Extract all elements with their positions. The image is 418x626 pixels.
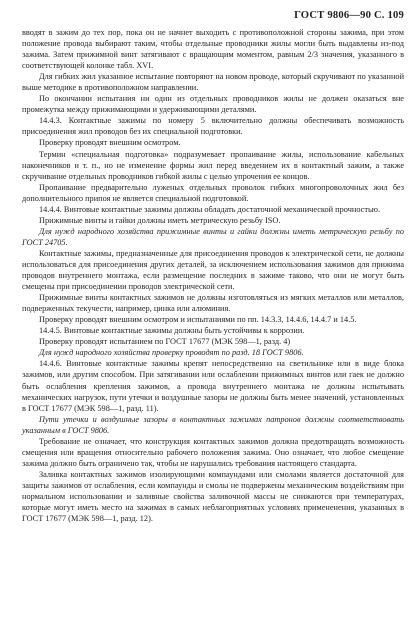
paragraph: 14.4.3. Контактные зажимы по номеру 5 включительно должны обеспечивать возможность присоединения жил проводов без их специальной подготовки. (22, 116, 404, 137)
paragraph: Для нужд народного хозяйства проверку проводят по разд. 18 ГОСТ 9806. (39, 348, 304, 358)
paragraph: Прижимные винты контактных зажимов не должны изготовляться из мягких металлов или металлов, подверженных текучести, например, цинка или алюминия. (22, 293, 404, 314)
paragraph: 14.4.4. Винтовые контактные зажимы должны обладать достаточной механической прочностью. (39, 204, 381, 214)
paragraph: По окончании испытания ни один из отдельных проводников жилы не должен оказаться вне промежутка между прижимающими и удерживающими деталями. (22, 94, 404, 115)
paragraph: Контактные зажимы, предназначенные для присоединения проводов к электрической сети, не должны использоваться для присоединения других деталей, за исключением использования зажимов для прижима проводов внутреннего монтажа, если размещение последних в зажиме таково, что они не могут быть смещены при присоединении проводов электрической сети. (22, 248, 404, 292)
paragraph: Пути утечки и воздушные зазоры в контактных зажимах патронов должны соответствовать указанным в ГОСТ 9806. (22, 414, 404, 435)
paragraph: 14.4.5. Винтовые контактные зажимы должны быть устойчивы к коррозии. (39, 326, 305, 336)
paragraph: Проверку проводят внешним осмотром и испытаниями по пп. 14.3.3, 14.4.6, 14.4.7 и 14.5. (39, 315, 357, 325)
paragraph: Термин «специальная подготовка» подразумевает пропаивание жилы, использование кабельных наконечников и т. п., но не изменение формы жил перед введением их в контактный зажим, а также скручивание отдельных проводников гибкой жилы с целью упрочения ее концов. (22, 149, 404, 181)
paragraph: 14.4.6. Винтовые контактные зажимы крепят непосредственно на светильнике или в виде блока зажимов, или другим способом. При затягивании или ослаблении прижимных винтов или гаек не должно быть ослабления крепления зажимов, а провода внутреннего монтажа не должны испытывать механических нагрузок, пути утечки и воздушные зазоры не должны быть менее значений, установленных в ГОСТ 17677 (МЭК 598—1, разд. 11). (22, 359, 404, 413)
page-header: ГОСТ 9806—90 С. 109 (294, 10, 404, 21)
paragraph: Требование не означает, что конструкция контактных зажимов должна предотвращать возможность смещения или вращения относительно рабочего положения зажима. Оно означает, что любое смещение зажима должно быть ограничено так, чтобы не нарушались требования настоящего стандарта. (22, 436, 404, 468)
paragraph: Для гибких жил указанное испытание повторяют на новом проводе, который скручивают по указанной выше методике в противоположном направлении. (22, 72, 405, 93)
paragraph: Пропаивание предварительно луженых отдельных проволок гибких многопроволочных жил без дополнительного припоя не является специальной подготовкой. (22, 182, 404, 203)
page-body (22, 27, 404, 524)
paragraph: Проверку проводят внешним осмотром. (39, 138, 181, 148)
paragraph: Прижимные винты и гайки должны иметь метрическую резьбу ISO. (39, 215, 281, 225)
paragraph: Заливка контактных зажимов изолирующими компаундами или смолами является достаточной для защиты зажимов от ослабления, если компаунды и смолы не подвержены механическим воздействиям при нормальном использовании и заливные свойства заливочной массы не снижаются при температурах, которые могут иметь место на зажимах в самых неблагоприятных условиях примененения, указанных в ГОСТ 17677 (МЭК 598—1, разд. 12). (22, 469, 404, 524)
paragraph: Для нужд народного хозяйства прижимные винты и гайки должны иметь метрическую резьбу по ГОСТ 24705. (22, 226, 404, 247)
paragraph: вводят в зажим до тех пор, пока он не начнет выходить с противоположной стороны зажима, при этом положение провода выбирают таким, чтобы отдельные проводники жилы могли быть выдавлены из-под зажима. Затем прижимной винт затягивают с вращающим моментом, равным 2/3 значения, указанного в соответствующей колонке табл. XVI. (22, 28, 404, 71)
paragraph: Проверку проводят испытанием по ГОСТ 17677 (МЭК 598—1, разд. 4) (39, 337, 291, 347)
